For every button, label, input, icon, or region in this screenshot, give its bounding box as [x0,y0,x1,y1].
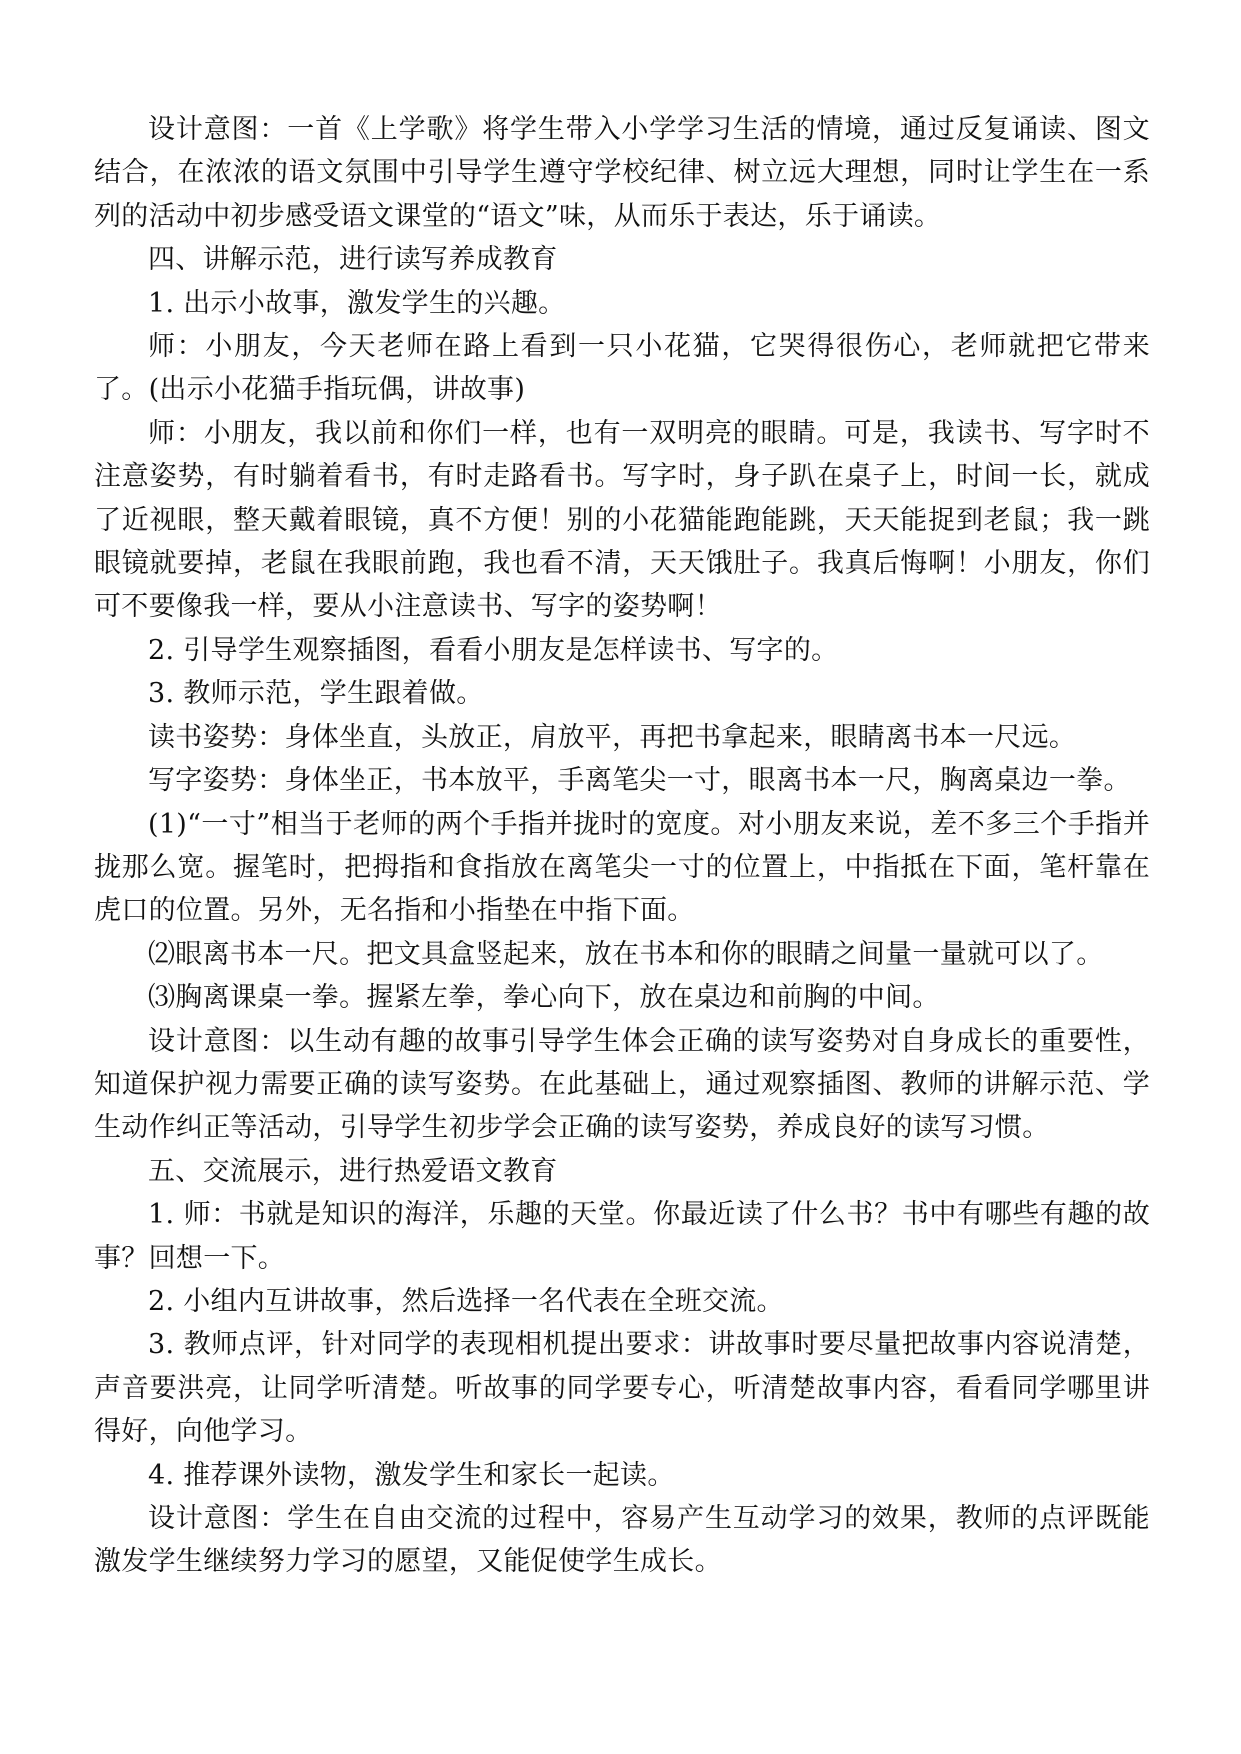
writing-posture-paragraph: 写字姿势：身体坐正，书本放平，手离笔尖一寸，眼离书本一尺，胸离桌边一拳。 [148,765,1131,797]
step-paragraph: 2. 小组内互讲故事，然后选择一名代表在全班交流。 [148,1285,784,1317]
step-paragraph: 1. 出示小故事，激发学生的兴趣。 [148,287,566,319]
section-heading-5: 五、交流展示，进行热爱语文教育 [148,1155,558,1187]
step-paragraph: 1. 师：书就是知识的海洋，乐趣的天堂。你最近读了什么书？书中有哪些有趣的故事？回想一下。 [94,1199,1150,1274]
step-paragraph: 3. 教师示范，学生跟着做。 [148,678,484,710]
story-paragraph: 师：小朋友，我以前和你们一样，也有一双明亮的眼睛。可是，我读书、写字时不注意姿势，有时躺着看书，有时走路看书。写字时，身子趴在桌子上，时间一长，就成了近视眼，整天戴着眼镜，真不方便！别的小花猫能跑能跳，天天能捉到老鼠；我一跳眼镜就要掉，老鼠在我眼前跑，我也看不清，天天饿肚子。我真后悔啊！小朋友，你们可不要像我一样，要从小注意读书、写字的姿势啊！ [94,417,1150,623]
design-intent-paragraph: 设计意图：一首《上学歌》将学生带入小学学习生活的情境，通过反复诵读、图文结合，在浓浓的语文氛围中引导学生遵守学校纪律、树立远大理想，同时让学生在一系列的活动中初步感受语文课堂的“语文”味，从而乐于表达，乐于诵读。 [94,114,1150,232]
document-body [94,108,1150,1584]
step-paragraph: 3. 教师点评，针对同学的表现相机提出要求：讲故事时要尽量把故事内容说清楚，声音要洪亮，让同学听清楚。听故事的同学要专心，听清楚故事内容，看看同学哪里讲得好，向他学习。 [94,1329,1150,1448]
reading-posture-paragraph: 读书姿势：身体坐直，头放正，肩放平，再把书拿起来，眼睛离书本一尺远。 [148,721,1077,753]
step-paragraph: 4. 推荐课外读物，激发学生和家长一起读。 [148,1459,675,1491]
step-paragraph: 2. 引导学生观察插图，看看小朋友是怎样读书、写字的。 [148,634,839,666]
detail-paragraph: (1)“一寸”相当于老师的两个手指并拢时的宽度。对小朋友来说，差不多三个手指并拢那么宽。握笔时，把拇指和食指放在离笔尖一寸的位置上，中指抵在下面，笔杆靠在虎口的位置。另外，无名指和小指垫在中指下面。 [94,808,1150,927]
detail-paragraph: ⑵眼离书本一尺。把文具盒竖起来，放在书本和你的眼睛之间量一量就可以了。 [148,938,1104,970]
section-heading-4: 四、讲解示范，进行读写养成教育 [148,244,558,276]
teacher-dialogue-paragraph: 师：小朋友，今天老师在路上看到一只小花猫，它哭得很伤心，老师就把它带来了。(出示小花猫手指玩偶，讲故事) [94,331,1150,406]
detail-paragraph: ⑶胸离课桌一拳。握紧左拳，拳心向下，放在桌边和前胸的中间。 [148,982,940,1014]
design-intent-paragraph: 设计意图：学生在自由交流的过程中，容易产生互动学习的效果，教师的点评既能激发学生继续努力学习的愿望，又能促使学生成长。 [94,1503,1150,1578]
design-intent-paragraph: 设计意图：以生动有趣的故事引导学生体会正确的读写姿势对自身成长的重要性，知道保护视力需要正确的读写姿势。在此基础上，通过观察插图、教师的讲解示范、学生动作纠正等活动，引导学生初步学会正确的读写姿势，养成良好的读写习惯。 [94,1025,1150,1144]
